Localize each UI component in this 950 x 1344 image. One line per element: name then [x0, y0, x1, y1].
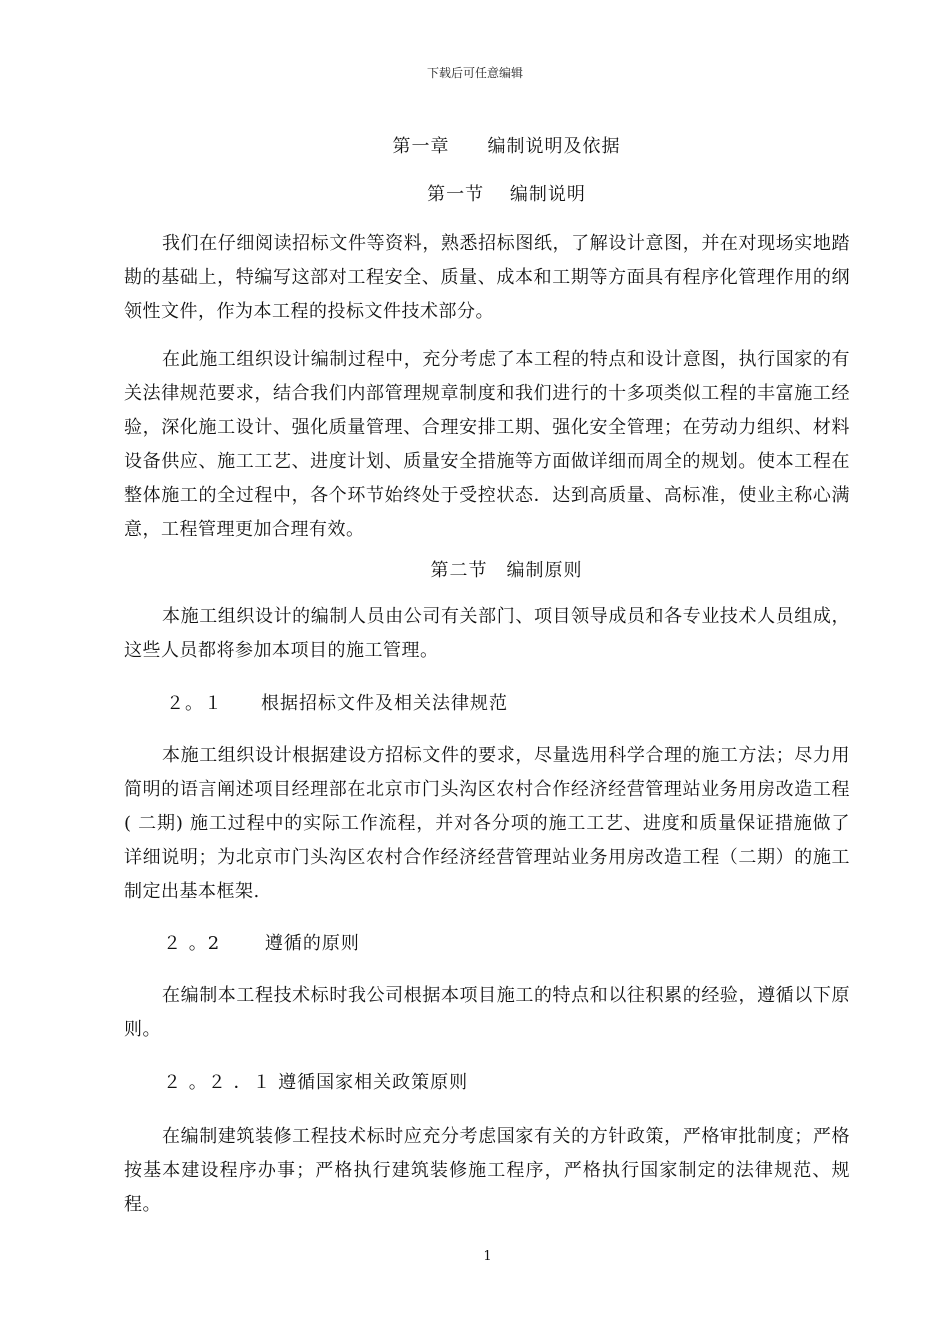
paragraph-principles: 在编制本工程技术标时我公司根据本项目施工的特点和以往积累的经验，遵循以下原则。 [124, 985, 850, 1040]
paragraph-intro: 我们在仔细阅读招标文件等资料，熟悉招标图纸，了解设计意图，并在对现场实地踏勘的基础上，特编写这部对工程安全、质量、成本和工期等方面具有程序化管理作用的纲领性文件，作为本工程的投标文件技术部分。 [124, 233, 850, 322]
subheading-2-1: ２。１ 根据招标文件及相关法律规范 [166, 693, 508, 714]
header-note: 下载后可任意编辑 [426, 66, 523, 80]
page-number: 1 [483, 1249, 492, 1264]
subheading-2-2: ２ 。2 遵循的原则 [163, 933, 360, 954]
subheading-2-2-1: ２ 。２ ．１ 遵循国家相关政策原则 [163, 1072, 469, 1093]
paragraph-process: 在此施工组织设计编制过程中，充分考虑了本工程的特点和设计意图，执行国家的有关法律规范要求，结合我们内部管理规章制度和我们进行的十多项类似工程的丰富施工经验，深化施工设计、强化质量管理、合理安排工期、强化安全管理；在劳动力组织、材料设备供应、施工工艺、进度计划、质量安全措施等方面做详细而周全的规划。使本工程在整体施工的全过程中，各个环节始终处于受控状态．达到高质量、高标准，使业主称心满意，工程管理更加合理有效。 [124, 349, 850, 540]
paragraph-staff: 本施工组织设计的编制人员由公司有关部门、项目领导成员和各专业技术人员组成，这些人员都将参加本项目的施工管理。 [124, 606, 850, 661]
paragraph-tender-basis: 本施工组织设计根据建设方招标文件的要求，尽量选用科学合理的施工方法；尽力用简明的语言阐述项目经理部在北京市门头沟区农村合作经济经营管理站业务用房改造工程( 二期) 施工过程中的实际工作流程，并对各分项的施工工艺、进度和质量保证措施做了详细说明；为北京市门头沟区农村合作经济经营管理站业务用房改造工程（二期）的施工制定出基本框架. [124, 745, 850, 902]
section-title-2: 第二节 编制原则 [430, 560, 583, 581]
chapter-title: 第一章 编制说明及依据 [392, 136, 621, 157]
section-title-1: 第一节 编制说明 [427, 184, 586, 205]
paragraph-policy: 在编制建筑装修工程技术标时应充分考虑国家有关的方针政策，严格审批制度；严格按基本建设程序办事；严格执行建筑装修施工程序，严格执行国家制定的法律规范、规程。 [124, 1126, 850, 1215]
